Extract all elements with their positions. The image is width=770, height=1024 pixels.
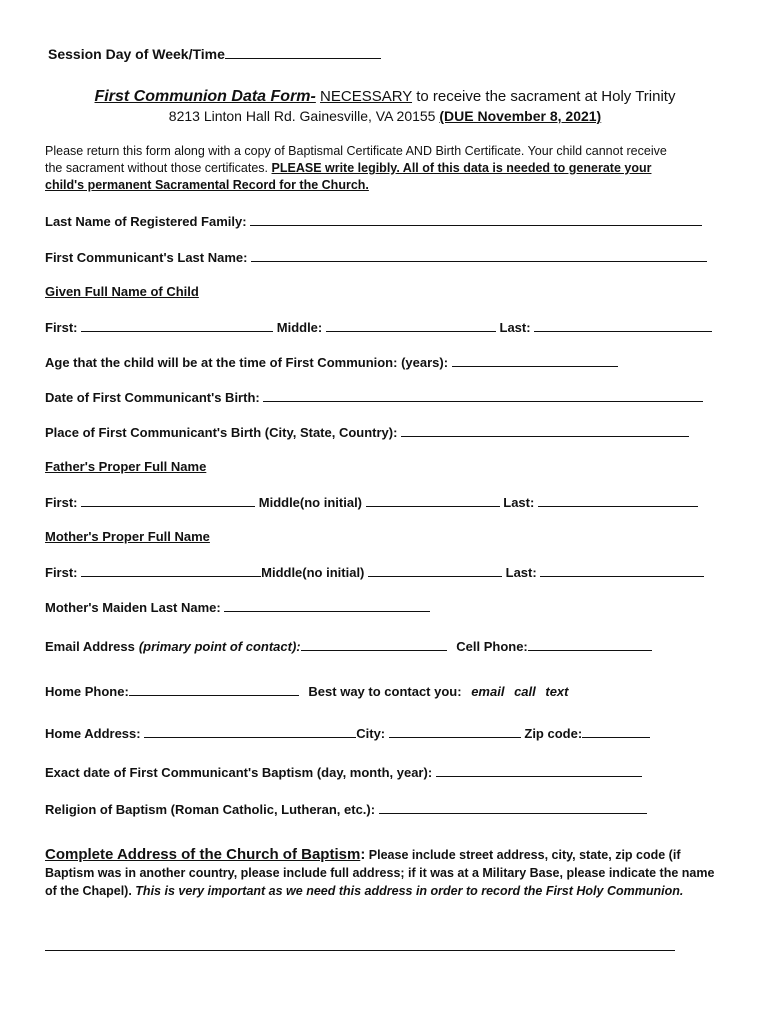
label: Home Phone: — [45, 684, 129, 699]
label: Age that the child will be at the time of First Communion: (years): — [45, 355, 449, 370]
church-text: Please include street address, city, state, zip code (if Baptism was in another country, please include full address; if it was at a Military Base, please indicate the name of the Chapel). — [45, 848, 715, 898]
label: Religion of Baptism (Roman Catholic, Lutheran, etc.): — [45, 802, 376, 817]
label: Middle: — [276, 320, 323, 335]
email-row[interactable] — [45, 638, 652, 654]
mother-name-heading: Mother's Proper Full Name — [45, 529, 210, 544]
communicant-last-name-row[interactable] — [45, 249, 707, 265]
label: Middle(no initial) — [261, 565, 365, 580]
baptism-date-row[interactable] — [45, 764, 642, 780]
label: First: — [45, 320, 78, 335]
session-field[interactable] — [48, 46, 381, 62]
email-note: (primary point of contact): — [138, 639, 301, 654]
label: Place of First Communicant's Birth (City, State, Country): — [45, 425, 398, 440]
title-necessary: NECESSARY — [320, 88, 413, 105]
label: Last Name of Registered Family: — [45, 214, 247, 229]
last-blank[interactable] — [538, 494, 698, 507]
form-title — [0, 88, 770, 106]
session-label: Session Day of Week/Time — [48, 46, 225, 62]
contact-option-call[interactable]: call — [514, 684, 536, 699]
label: Email Address — [45, 639, 135, 654]
session-blank[interactable] — [225, 46, 381, 59]
first-blank[interactable] — [81, 319, 273, 332]
father-name-row[interactable] — [45, 494, 698, 510]
church-italic: This is very important as we need this address in order to record the First Holy Communion. — [135, 884, 684, 898]
due-date: (DUE November 8, 2021) — [439, 108, 602, 124]
given-full-name-heading: Given Full Name of Child — [45, 284, 199, 299]
label: City: — [356, 726, 386, 741]
label: First Communicant's Last Name: — [45, 250, 248, 265]
label: Mother's Maiden Last Name: — [45, 600, 221, 615]
middle-blank[interactable] — [366, 494, 500, 507]
label: Last: — [499, 320, 531, 335]
age-row[interactable] — [45, 354, 618, 370]
religion-row[interactable] — [45, 801, 647, 817]
first-blank[interactable] — [81, 564, 261, 577]
label: Best way to contact you: — [308, 684, 462, 699]
blank[interactable] — [401, 424, 689, 437]
label: Exact date of First Communicant's Baptism (day, month, year): — [45, 765, 433, 780]
label: First: — [45, 495, 78, 510]
pob-row[interactable] — [45, 424, 689, 440]
middle-blank[interactable] — [326, 319, 496, 332]
email-blank[interactable] — [301, 638, 447, 651]
first-blank[interactable] — [81, 494, 255, 507]
blank[interactable] — [263, 389, 703, 402]
label: Home Address: — [45, 726, 141, 741]
church-colon: : — [360, 846, 366, 863]
mother-name-row[interactable] — [45, 564, 704, 580]
father-name-heading: Father's Proper Full Name — [45, 459, 207, 474]
blank[interactable] — [224, 599, 430, 612]
last-blank[interactable] — [540, 564, 704, 577]
intro-paragraph — [45, 143, 685, 194]
title-rest: to receive the sacrament at Holy Trinity — [416, 88, 676, 105]
intro-text: Please return this form along with a copy of Baptismal Certificate AND Birth Certificate. Your child cannot receive the sacrament without those certificates. — [45, 144, 667, 175]
blank[interactable] — [379, 801, 647, 814]
blank[interactable] — [436, 764, 642, 777]
label: Middle(no initial) — [258, 495, 363, 510]
label: Last: — [503, 495, 535, 510]
zip-blank[interactable] — [582, 725, 650, 738]
church-of-baptism-section — [45, 846, 725, 900]
home-address-row[interactable] — [45, 725, 650, 741]
church-heading: Complete Address of the Church of Baptism — [45, 846, 361, 863]
address-blank[interactable] — [144, 725, 356, 738]
church-address — [0, 108, 770, 124]
address-text: 8213 Linton Hall Rd. Gainesville, VA 20155 — [168, 108, 436, 124]
contact-option-email[interactable]: email — [471, 684, 505, 699]
child-name-row[interactable] — [45, 319, 712, 335]
church-address-blank[interactable] — [45, 950, 675, 951]
cell-blank[interactable] — [528, 638, 652, 651]
label: Cell Phone: — [456, 639, 528, 654]
contact-option-text[interactable]: text — [545, 684, 569, 699]
home-phone-row[interactable] — [45, 683, 569, 699]
middle-blank[interactable] — [368, 564, 502, 577]
blank[interactable] — [250, 213, 702, 226]
label: First: — [45, 565, 78, 580]
title-main: First Communion Data Form- — [94, 88, 316, 105]
dob-row[interactable] — [45, 389, 703, 405]
last-name-family-row[interactable] — [45, 213, 702, 229]
last-blank[interactable] — [534, 319, 712, 332]
intro-emphasis: PLEASE write legibly. All of this data is needed to generate your child's permanent Sacramental Record for the Church. — [45, 161, 652, 192]
label: Date of First Communicant's Birth: — [45, 390, 260, 405]
label: Last: — [505, 565, 537, 580]
blank[interactable] — [251, 249, 707, 262]
label: Zip code: — [524, 726, 583, 741]
maiden-name-row[interactable] — [45, 599, 430, 615]
home-phone-blank[interactable] — [129, 683, 299, 696]
blank[interactable] — [452, 354, 618, 367]
city-blank[interactable] — [389, 725, 521, 738]
